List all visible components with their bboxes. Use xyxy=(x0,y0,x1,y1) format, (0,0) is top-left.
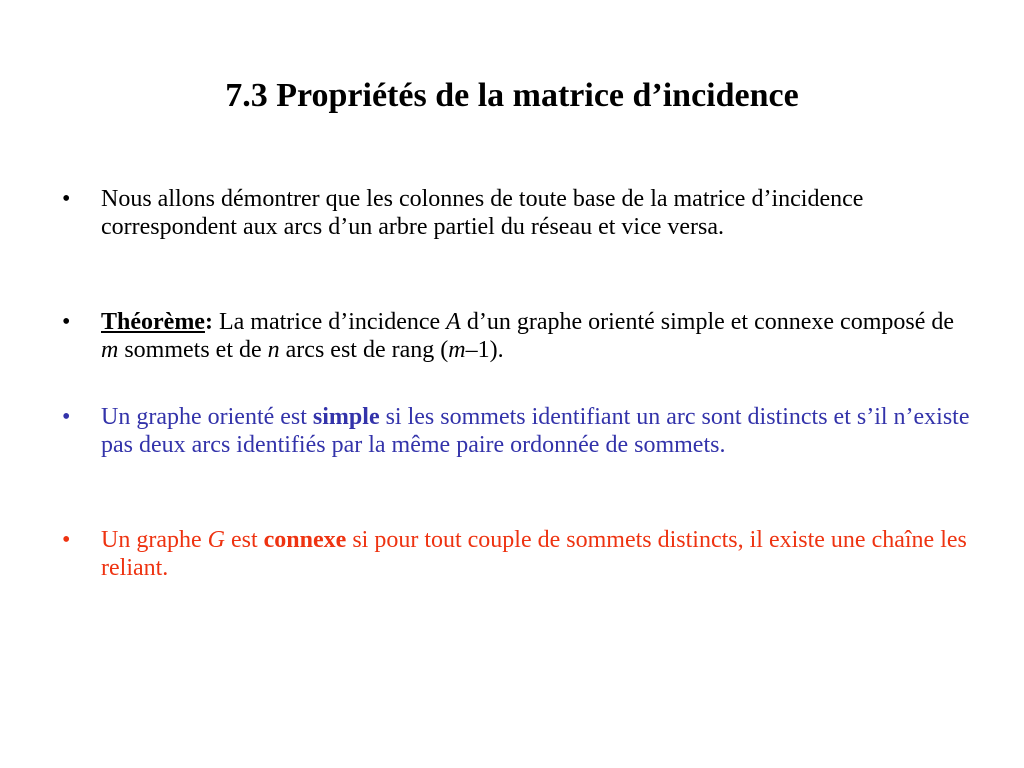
definition-text-part: si les sommets identifiant un arc sont distincts et s’il n’existe pas deux arcs identifiés par la même paire ordonnée de sommets. xyxy=(101,404,970,458)
variable-m: m xyxy=(448,336,466,363)
definition-text-part: Un graphe xyxy=(101,527,208,553)
bullet-text xyxy=(101,186,971,241)
definition-text-part: est xyxy=(224,527,264,553)
theorem-text-part: d’un graphe orienté simple et connexe composé de xyxy=(460,309,955,335)
variable-m: m xyxy=(101,336,119,363)
definition-text-part: si pour tout couple de sommets distincts, il existe une chaîne les reliant. xyxy=(101,527,967,581)
bullet-text xyxy=(101,309,971,364)
term-connexe: connexe xyxy=(263,527,347,553)
bullet-marker: • xyxy=(62,186,71,212)
theorem-label-colon: : xyxy=(204,309,213,335)
bullet-marker: • xyxy=(62,527,71,553)
definition-text-part: Un graphe orienté est xyxy=(101,404,313,430)
variable-A: A xyxy=(446,309,461,335)
bullet-text xyxy=(101,527,971,582)
theorem-label: Théorème xyxy=(101,309,205,335)
theorem-text-part: arcs est de rang ( xyxy=(279,336,449,363)
variable-n: n xyxy=(267,336,280,363)
theorem-text-part: –1). xyxy=(465,336,504,363)
variable-G: G xyxy=(207,527,225,553)
bullet-marker: • xyxy=(62,404,71,430)
bullet-marker: • xyxy=(62,309,71,335)
bullet-text xyxy=(101,404,971,459)
theorem-text-part: La matrice d’incidence xyxy=(212,309,447,335)
term-simple: simple xyxy=(312,404,380,430)
intro-text: Nous allons démontrer que les colonnes de toute base de la matrice d’incidence correspondent aux arcs d’un arbre partiel du réseau et vice versa. xyxy=(101,186,864,240)
slide-title: 7.3 Propriétés de la matrice d’incidence xyxy=(225,77,799,114)
theorem-text-part: sommets et de xyxy=(118,336,268,363)
